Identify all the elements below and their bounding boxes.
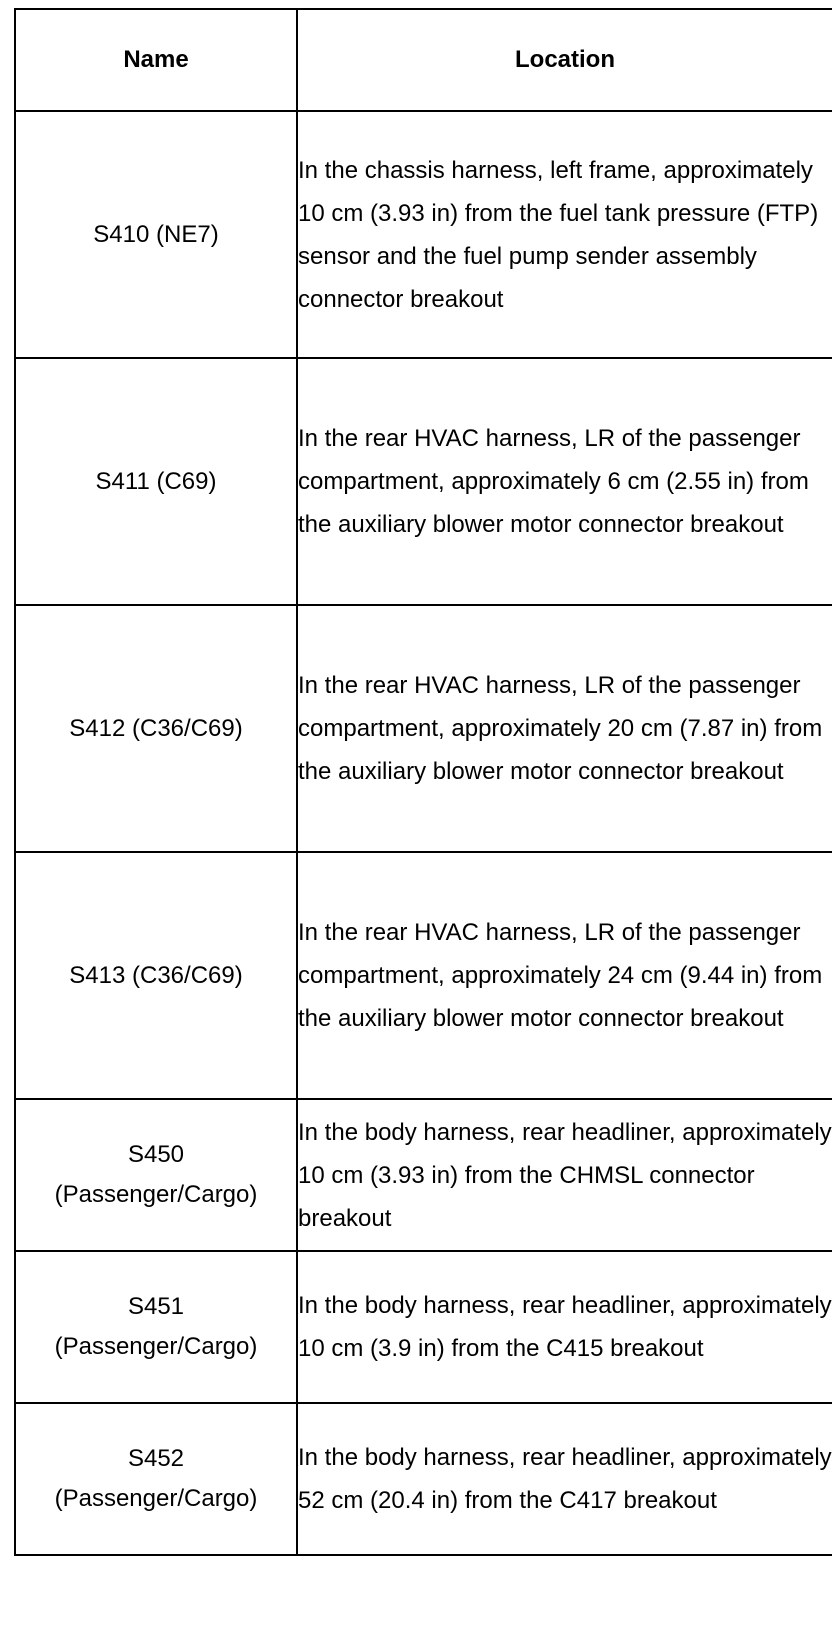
splice-harness: (Passenger/Cargo): [54, 1333, 258, 1360]
name-cell: [15, 1099, 297, 1251]
table-header: [15, 9, 832, 111]
splice-harness: (Passenger/Cargo): [54, 1485, 258, 1512]
name-cell: [15, 605, 297, 852]
location-cell: In the rear HVAC harness, LR of the passenger compartment, approximately 6 cm (2.55 in) from the auxiliary blower motor connector breakout: [297, 358, 832, 605]
name-cell: [15, 1251, 297, 1403]
header-row: [15, 9, 832, 111]
table-row: [15, 605, 832, 852]
location-cell: In the chassis harness, left frame, approximately 10 cm (3.93 in) from the fuel tank pressure (FTP) sensor and the fuel pump sender assembly connector breakout: [297, 111, 832, 358]
name-cell: [15, 1403, 297, 1555]
header-location: Location: [297, 9, 832, 111]
splice-name: S410 (NE7): [93, 220, 219, 248]
table-row: [15, 1403, 832, 1555]
location-cell: In the rear HVAC harness, LR of the passenger compartment, approximately 24 cm (9.44 in) from the auxiliary blower motor connector breakout: [297, 852, 832, 1099]
name-cell: [15, 852, 297, 1099]
location-cell: In the body harness, rear headliner, approximately 10 cm (3.9 in) from the C415 breakout: [297, 1251, 832, 1403]
splice-name: S451: [127, 1293, 185, 1320]
location-cell: In the body harness, rear headliner, approximately 52 cm (20.4 in) from the C417 breakout: [297, 1403, 832, 1555]
splice-name: S413 (C36/C69): [69, 961, 243, 989]
table-row: [15, 852, 832, 1099]
name-cell: [15, 111, 297, 358]
splice-name: S450: [127, 1141, 185, 1168]
location-cell: In the rear HVAC harness, LR of the passenger compartment, approximately 20 cm (7.87 in) from the auxiliary blower motor connector breakout: [297, 605, 832, 852]
table-row: [15, 1251, 832, 1403]
table-body: [15, 111, 832, 1555]
table-row: [15, 111, 832, 358]
splice-harness: (Passenger/Cargo): [54, 1181, 258, 1208]
header-name: Name: [15, 9, 297, 111]
location-cell: In the body harness, rear headliner, approximately 10 cm (3.93 in) from the CHMSL connector breakout: [297, 1099, 832, 1251]
splice-name: S452: [127, 1445, 185, 1472]
table-row: [15, 1099, 832, 1251]
splice-location-table: [14, 8, 832, 1556]
splice-name: S411 (C69): [95, 467, 217, 495]
name-cell: [15, 358, 297, 605]
table-row: [15, 358, 832, 605]
splice-name: S412 (C36/C69): [69, 714, 243, 742]
